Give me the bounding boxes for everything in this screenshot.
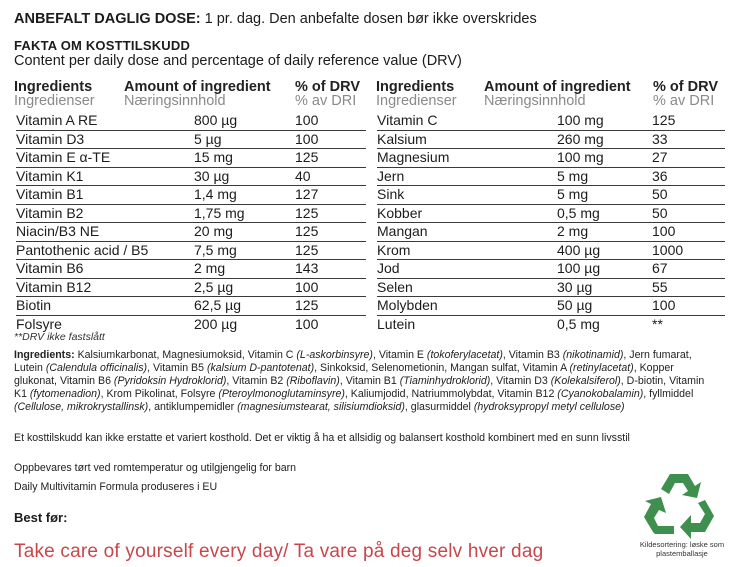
- nutrient-amount: 7,5 mg: [162, 241, 295, 260]
- nutrient-name: Jern: [377, 167, 514, 186]
- nutrient-name: Vitamin A RE: [16, 112, 162, 130]
- nutrient-drv: 127: [295, 186, 366, 205]
- nutrient-drv: 100: [295, 278, 366, 297]
- table-row: [16, 278, 366, 297]
- nutrient-drv: 50: [652, 186, 725, 205]
- table-row: [377, 186, 725, 205]
- nutrient-drv: 125: [295, 204, 366, 223]
- header-ingredients-left: Ingredients Ingredienser: [14, 79, 95, 109]
- table-row: [377, 315, 725, 333]
- nutrient-amount: 400 µg: [514, 241, 652, 260]
- header-drv-left: % of DRV % av DRI: [295, 79, 360, 109]
- table-row: [377, 204, 725, 223]
- table-row: [377, 149, 725, 168]
- nutrient-name: Kalsium: [377, 130, 514, 149]
- drv-footnote: **DRV ikke fastslått: [14, 331, 105, 343]
- table-row: [16, 149, 366, 168]
- nutrient-amount: 2 mg: [162, 260, 295, 279]
- origin-note: Daily Multivitamin Formula produseres i EU: [14, 481, 218, 493]
- diet-disclaimer: Et kosttilskudd kan ikke erstatte et variert kosthold. Det er viktig å ha et allsidig og balansert kosthold kombinert med en sunn livsstil: [14, 432, 630, 444]
- table-row: [16, 204, 366, 223]
- dose-text: 1 pr. dag. Den anbefalte dosen bør ikke overskrides: [200, 11, 537, 27]
- header-amount-left: Amount of ingredient Næringsinnhold: [124, 79, 271, 109]
- nutrient-name: Vitamin E α-TE: [16, 149, 162, 168]
- table-row: [16, 186, 366, 205]
- nutrient-name: Vitamin K1: [16, 167, 162, 186]
- nutrient-amount: 0,5 mg: [557, 315, 600, 332]
- nutrient-drv: 125: [295, 149, 366, 168]
- table-row: [16, 167, 366, 186]
- nutrient-drv: 100: [295, 130, 366, 149]
- nutrient-amount: 20 mg: [162, 223, 295, 242]
- table-row: [16, 130, 366, 149]
- nutrient-drv: 50: [652, 204, 725, 223]
- ingredients-text: Kalsiumkarbonat, Magnesiumoksid, Vitamin C (L-askorbinsyre), Vitamin E (tokoferylacetat), Vitamin B3 (nikotinamid), Jern fumarat, Lutein (Calendula officinalis), Vitamin B5 (kalsium D-pantotenat), Sinkoksid, Selenometionin, Mangan sulfat, Vitamin A (retinylacetat), Kopper glukonat, Vitamin B6 (Pyridoksin Hydroklorid), Vitamin B2 (Riboflavin), Vitamin B1 (Tiaminhydroklorid), Vitamin D3 (Kolekalsiferol), D-biotin, Vitamin K1 (fytomenadion), Krom Pikolinat, Folsyre (Pteroylmonoglutaminsyre), Kaliumjodid, Natriummolybdat, Vitamin B12 (Cyanokobalamin), fyllmiddel (Cellulose, mikrokrystallinsk), antiklumpemidler (magnesiumstearat, silisiumdioksid), glasurmiddel (hydroksypropyl metyl cellulose): [14, 349, 705, 413]
- table-row: [16, 241, 366, 260]
- table-row: [377, 260, 725, 279]
- ingredients-list: [14, 349, 710, 414]
- table-row: [377, 130, 725, 149]
- nutrient-drv: 125: [295, 223, 366, 242]
- nutrient-amount: 30 µg: [162, 167, 295, 186]
- nutrient-drv: 33: [652, 130, 725, 149]
- nutrient-amount: 2,5 µg: [162, 278, 295, 297]
- storage-instructions: Oppbevares tørt ved romtemperatur og utilgjengelig for barn: [14, 462, 297, 474]
- header-amount-right: Amount of ingredient Næringsinnhold: [484, 79, 631, 109]
- nutrient-drv: 125: [295, 297, 366, 316]
- nutrient-amount: 1,75 mg: [162, 204, 295, 223]
- nutrient-name: Krom: [377, 241, 514, 260]
- facts-title: FAKTA OM KOSTTILSKUDD: [14, 38, 191, 53]
- dose-label: ANBEFALT DAGLIG DOSE:: [14, 11, 201, 27]
- nutrient-name: Vitamin C: [377, 112, 514, 130]
- table-row: [377, 297, 725, 316]
- nutrient-drv: 36: [652, 167, 725, 186]
- recommended-dose: [14, 11, 537, 27]
- nutrient-amount: 260 mg: [514, 130, 652, 149]
- nutrient-drv: 100: [295, 315, 319, 332]
- nutrient-drv: 143: [295, 260, 366, 279]
- nutrient-amount: 2 mg: [514, 223, 652, 242]
- table-row: [16, 260, 366, 279]
- nutrient-drv: 100: [652, 223, 725, 242]
- nutrient-amount: 1,4 mg: [162, 186, 295, 205]
- nutrient-name: Mangan: [377, 223, 514, 242]
- nutrient-amount: 800 µg: [162, 112, 295, 130]
- ingredients-label: Ingredients:: [14, 349, 75, 361]
- nutrient-name: Niacin/B3 NE: [16, 223, 162, 242]
- header-drv-right: % of DRV % av DRI: [653, 79, 718, 109]
- nutrient-name: Folsyre: [16, 315, 62, 332]
- nutrient-amount: 5 mg: [514, 167, 652, 186]
- nutrient-table-left: [16, 112, 366, 333]
- nutrient-drv: 100: [652, 297, 725, 316]
- nutrient-name: Pantothenic acid / B5: [16, 241, 162, 260]
- nutrient-drv: **: [652, 315, 663, 332]
- header-ingredients-right: Ingredients Ingredienser: [376, 79, 457, 109]
- nutrient-drv: 55: [652, 278, 725, 297]
- recycle-icon: [639, 470, 719, 540]
- nutrient-name: Vitamin B12: [16, 278, 162, 297]
- nutrient-drv: 125: [652, 112, 725, 130]
- nutrient-name: Lutein: [377, 315, 416, 332]
- nutrient-amount: 5 mg: [514, 186, 652, 205]
- nutrient-name: Jod: [377, 260, 514, 279]
- nutrient-drv: 40: [295, 167, 366, 186]
- table-row: [377, 241, 725, 260]
- nutrient-amount: 5 µg: [162, 130, 295, 149]
- table-row: [377, 167, 725, 186]
- nutrient-amount: 100 mg: [514, 112, 652, 130]
- nutrient-name: Vitamin B2: [16, 204, 162, 223]
- nutrient-name: Magnesium: [377, 149, 514, 168]
- nutrient-name: Vitamin B1: [16, 186, 162, 205]
- nutrient-amount: 62,5 µg: [162, 297, 295, 316]
- slogan: Take care of yourself every day/ Ta vare på deg selv hver dag: [14, 541, 544, 562]
- nutrient-drv: 67: [652, 260, 725, 279]
- table-row: [377, 223, 725, 242]
- nutrient-name: Selen: [377, 278, 514, 297]
- nutrient-drv: 125: [295, 241, 366, 260]
- content-description: Content per daily dose and percentage of daily reference value (DRV): [14, 53, 462, 69]
- nutrient-table-right: [377, 112, 725, 333]
- nutrient-name: Vitamin B6: [16, 260, 162, 279]
- nutrient-name: Kobber: [377, 204, 514, 223]
- nutrient-drv: 100: [295, 112, 366, 130]
- table-row: [377, 278, 725, 297]
- nutrient-amount: 100 µg: [514, 260, 652, 279]
- nutrient-amount: 200 µg: [194, 315, 238, 332]
- table-row: [377, 112, 725, 130]
- nutrient-name: Molybden: [377, 297, 514, 316]
- table-row: [16, 223, 366, 242]
- nutrient-amount: 50 µg: [514, 297, 652, 316]
- nutrient-name: Biotin: [16, 297, 162, 316]
- table-row: [16, 112, 366, 130]
- nutrient-amount: 15 mg: [162, 149, 295, 168]
- nutrient-amount: 0,5 mg: [514, 204, 652, 223]
- nutrient-drv: 1000: [652, 241, 725, 260]
- table-row: [16, 297, 366, 316]
- nutrient-amount: 30 µg: [514, 278, 652, 297]
- nutrient-drv: 27: [652, 149, 725, 168]
- nutrient-name: Sink: [377, 186, 514, 205]
- nutrient-name: Vitamin D3: [16, 130, 162, 149]
- recycle-caption: Kildesortering: løske som plastemballasje: [639, 540, 725, 558]
- nutrient-amount: 100 mg: [514, 149, 652, 168]
- best-before: Best før:: [14, 510, 68, 525]
